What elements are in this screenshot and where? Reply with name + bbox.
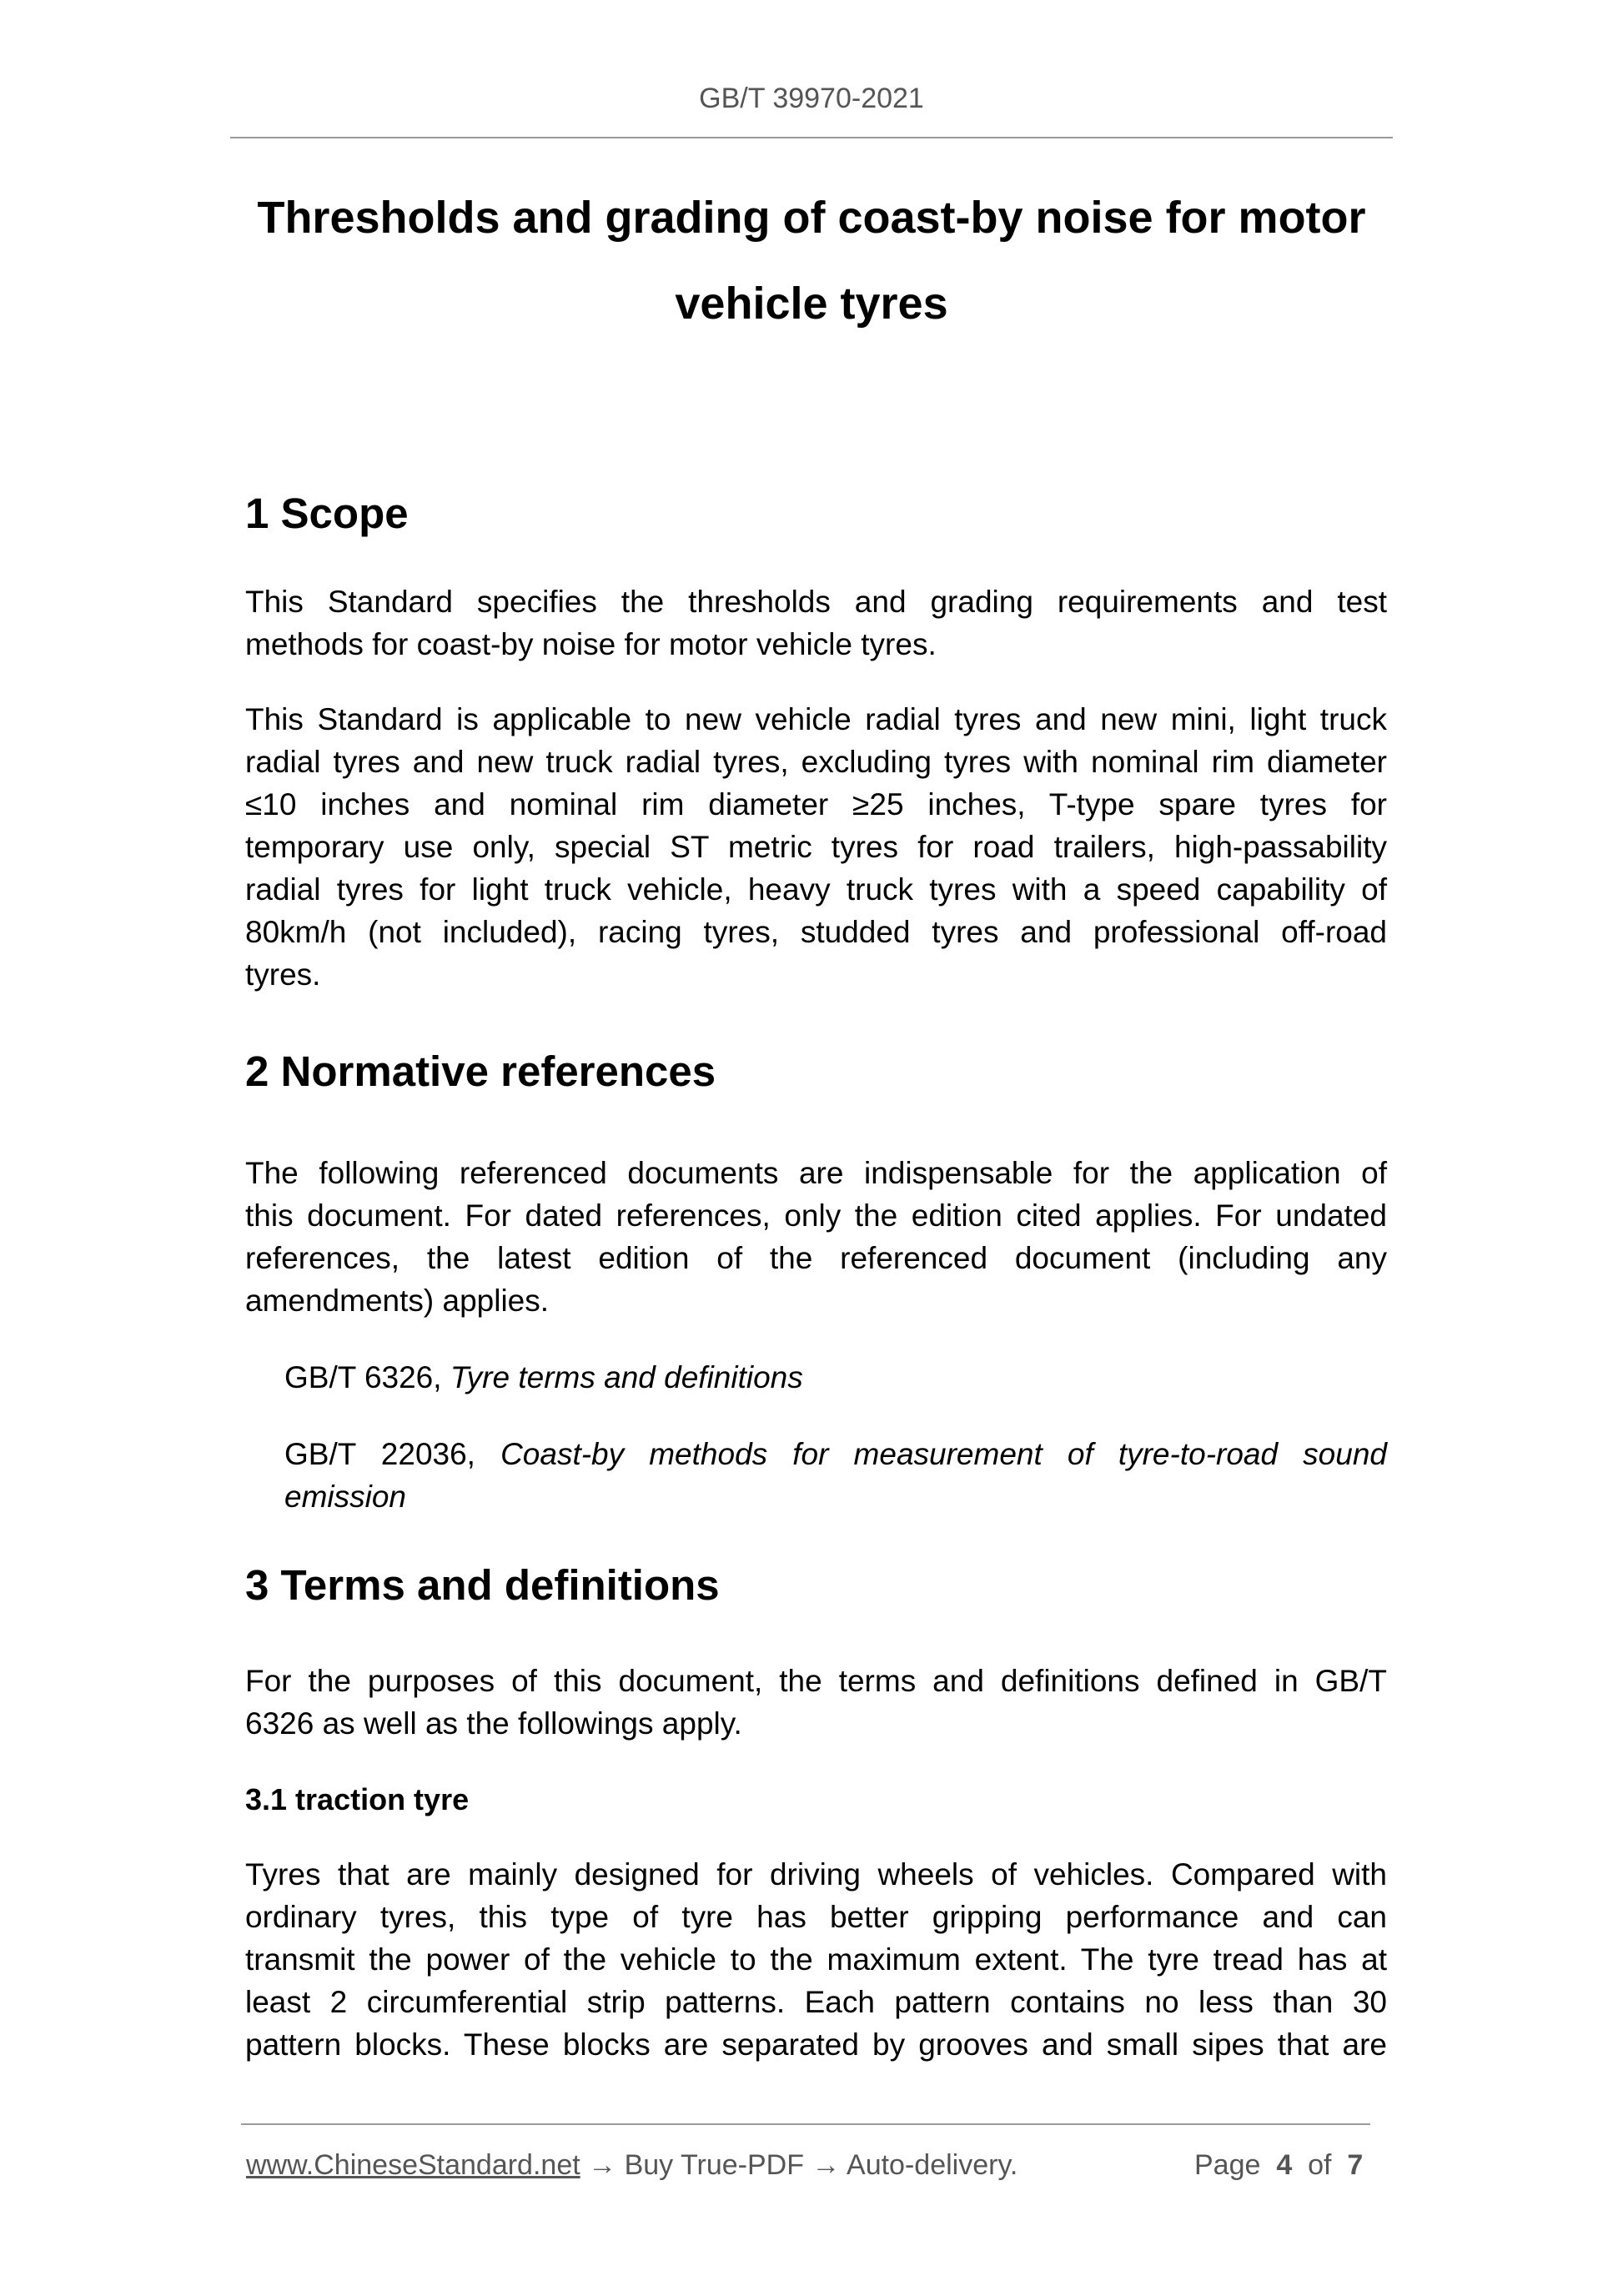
reference-code: GB/T 22036, (284, 1437, 501, 1471)
text-line: This Standard specifies the thresholds and grading requirements and test (245, 585, 1387, 619)
text-line (284, 1433, 1387, 1475)
text-line: ordinary tyres, this type of tyre has better gripping performance and can (245, 1900, 1387, 1934)
footer-promo (246, 2148, 1018, 2182)
document-title-line-1: Thresholds and grading of coast-by noise for motor (257, 193, 1366, 243)
page-total: 7 (1347, 2149, 1364, 2181)
text-line: references, the latest edition of the referenced document (including any (245, 1241, 1387, 1275)
reference-title: Tyre terms and definitions (450, 1360, 803, 1394)
section-heading-scope: 1 Scope (245, 490, 409, 537)
text-line (284, 1356, 1387, 1399)
arrow-right-icon: → (803, 2149, 847, 2181)
reference-item-gbt-6326 (284, 1356, 1387, 1399)
header-divider (230, 137, 1393, 138)
reference-code: GB/T 6326, (284, 1360, 450, 1394)
text-line: methods for coast-by noise for motor vehicle tyres. (245, 627, 937, 661)
text-line: radial tyres for light truck vehicle, heavy truck tyres with a speed capability of (245, 872, 1387, 907)
text-line: Tyres that are mainly designed for driving wheels of vehicles. Compared with (245, 1857, 1387, 1892)
text-line: radial tyres and new truck radial tyres, excluding tyres with nominal rim diameter (245, 745, 1387, 779)
text-line: least 2 circumferential strip patterns. Each pattern contains no less than 30 (245, 1985, 1387, 2019)
scope-paragraph-1 (245, 580, 1387, 666)
page-current: 4 (1276, 2149, 1293, 2181)
text-line: pattern blocks. These blocks are separated by grooves and small sipes that are (245, 2027, 1387, 2062)
text-line: 80km/h (not included), racing tyres, studded tyres and professional off-road (245, 915, 1387, 949)
text-line: this document. For dated references, only the edition cited applies. For undated (245, 1198, 1387, 1233)
page-indicator (1194, 2148, 1363, 2182)
text-line: For the purposes of this document, the terms and definitions defined in GB/T (245, 1664, 1387, 1698)
footer-step-buy: Buy True-PDF (624, 2149, 804, 2181)
text-line: 6326 as well as the followings apply. (245, 1706, 742, 1741)
subsection-heading-traction-tyre: 3.1 traction tyre (245, 1782, 470, 1816)
text-line: This Standard is applicable to new vehicle radial tyres and new mini, light truck (245, 702, 1387, 736)
footer-step-delivery: Auto-delivery. (847, 2149, 1018, 2181)
traction-tyre-definition (245, 1853, 1387, 2066)
reference-title-continued: emission (284, 1480, 406, 1514)
terms-intro-paragraph (245, 1660, 1387, 1745)
text-line: temporary use only, special ST metric tyres for road trailers, high-passability (245, 830, 1387, 864)
reference-title: Coast-by methods for measurement of tyre-to-road sound (500, 1437, 1387, 1471)
footer-divider (241, 2123, 1370, 2125)
section-heading-terms-and-definitions: 3 Terms and definitions (245, 1561, 720, 1609)
text-line: transmit the power of the vehicle to the maximum extent. The tyre tread has at (245, 1942, 1387, 1977)
text-line: amendments) applies. (245, 1284, 550, 1318)
normative-paragraph (245, 1152, 1387, 1322)
page-of-label: of (1308, 2149, 1332, 2181)
document-code-header: GB/T 39970-2021 (699, 83, 924, 114)
chinesestandard-link[interactable]: www.ChineseStandard.net (246, 2149, 580, 2181)
text-line: The following referenced documents are indispensable for the application of (245, 1156, 1387, 1190)
section-heading-normative-references: 2 Normative references (245, 1048, 716, 1095)
text-line: ≤10 inches and nominal rim diameter ≥25 inches, T-type spare tyres for (245, 787, 1387, 821)
document-title-line-2: vehicle tyres (675, 279, 948, 329)
scope-paragraph-2 (245, 698, 1387, 996)
arrow-right-icon: → (580, 2149, 625, 2181)
reference-item-gbt-22036 (284, 1433, 1387, 1518)
page-label: Page (1194, 2149, 1261, 2181)
text-line: tyres. (245, 957, 321, 992)
